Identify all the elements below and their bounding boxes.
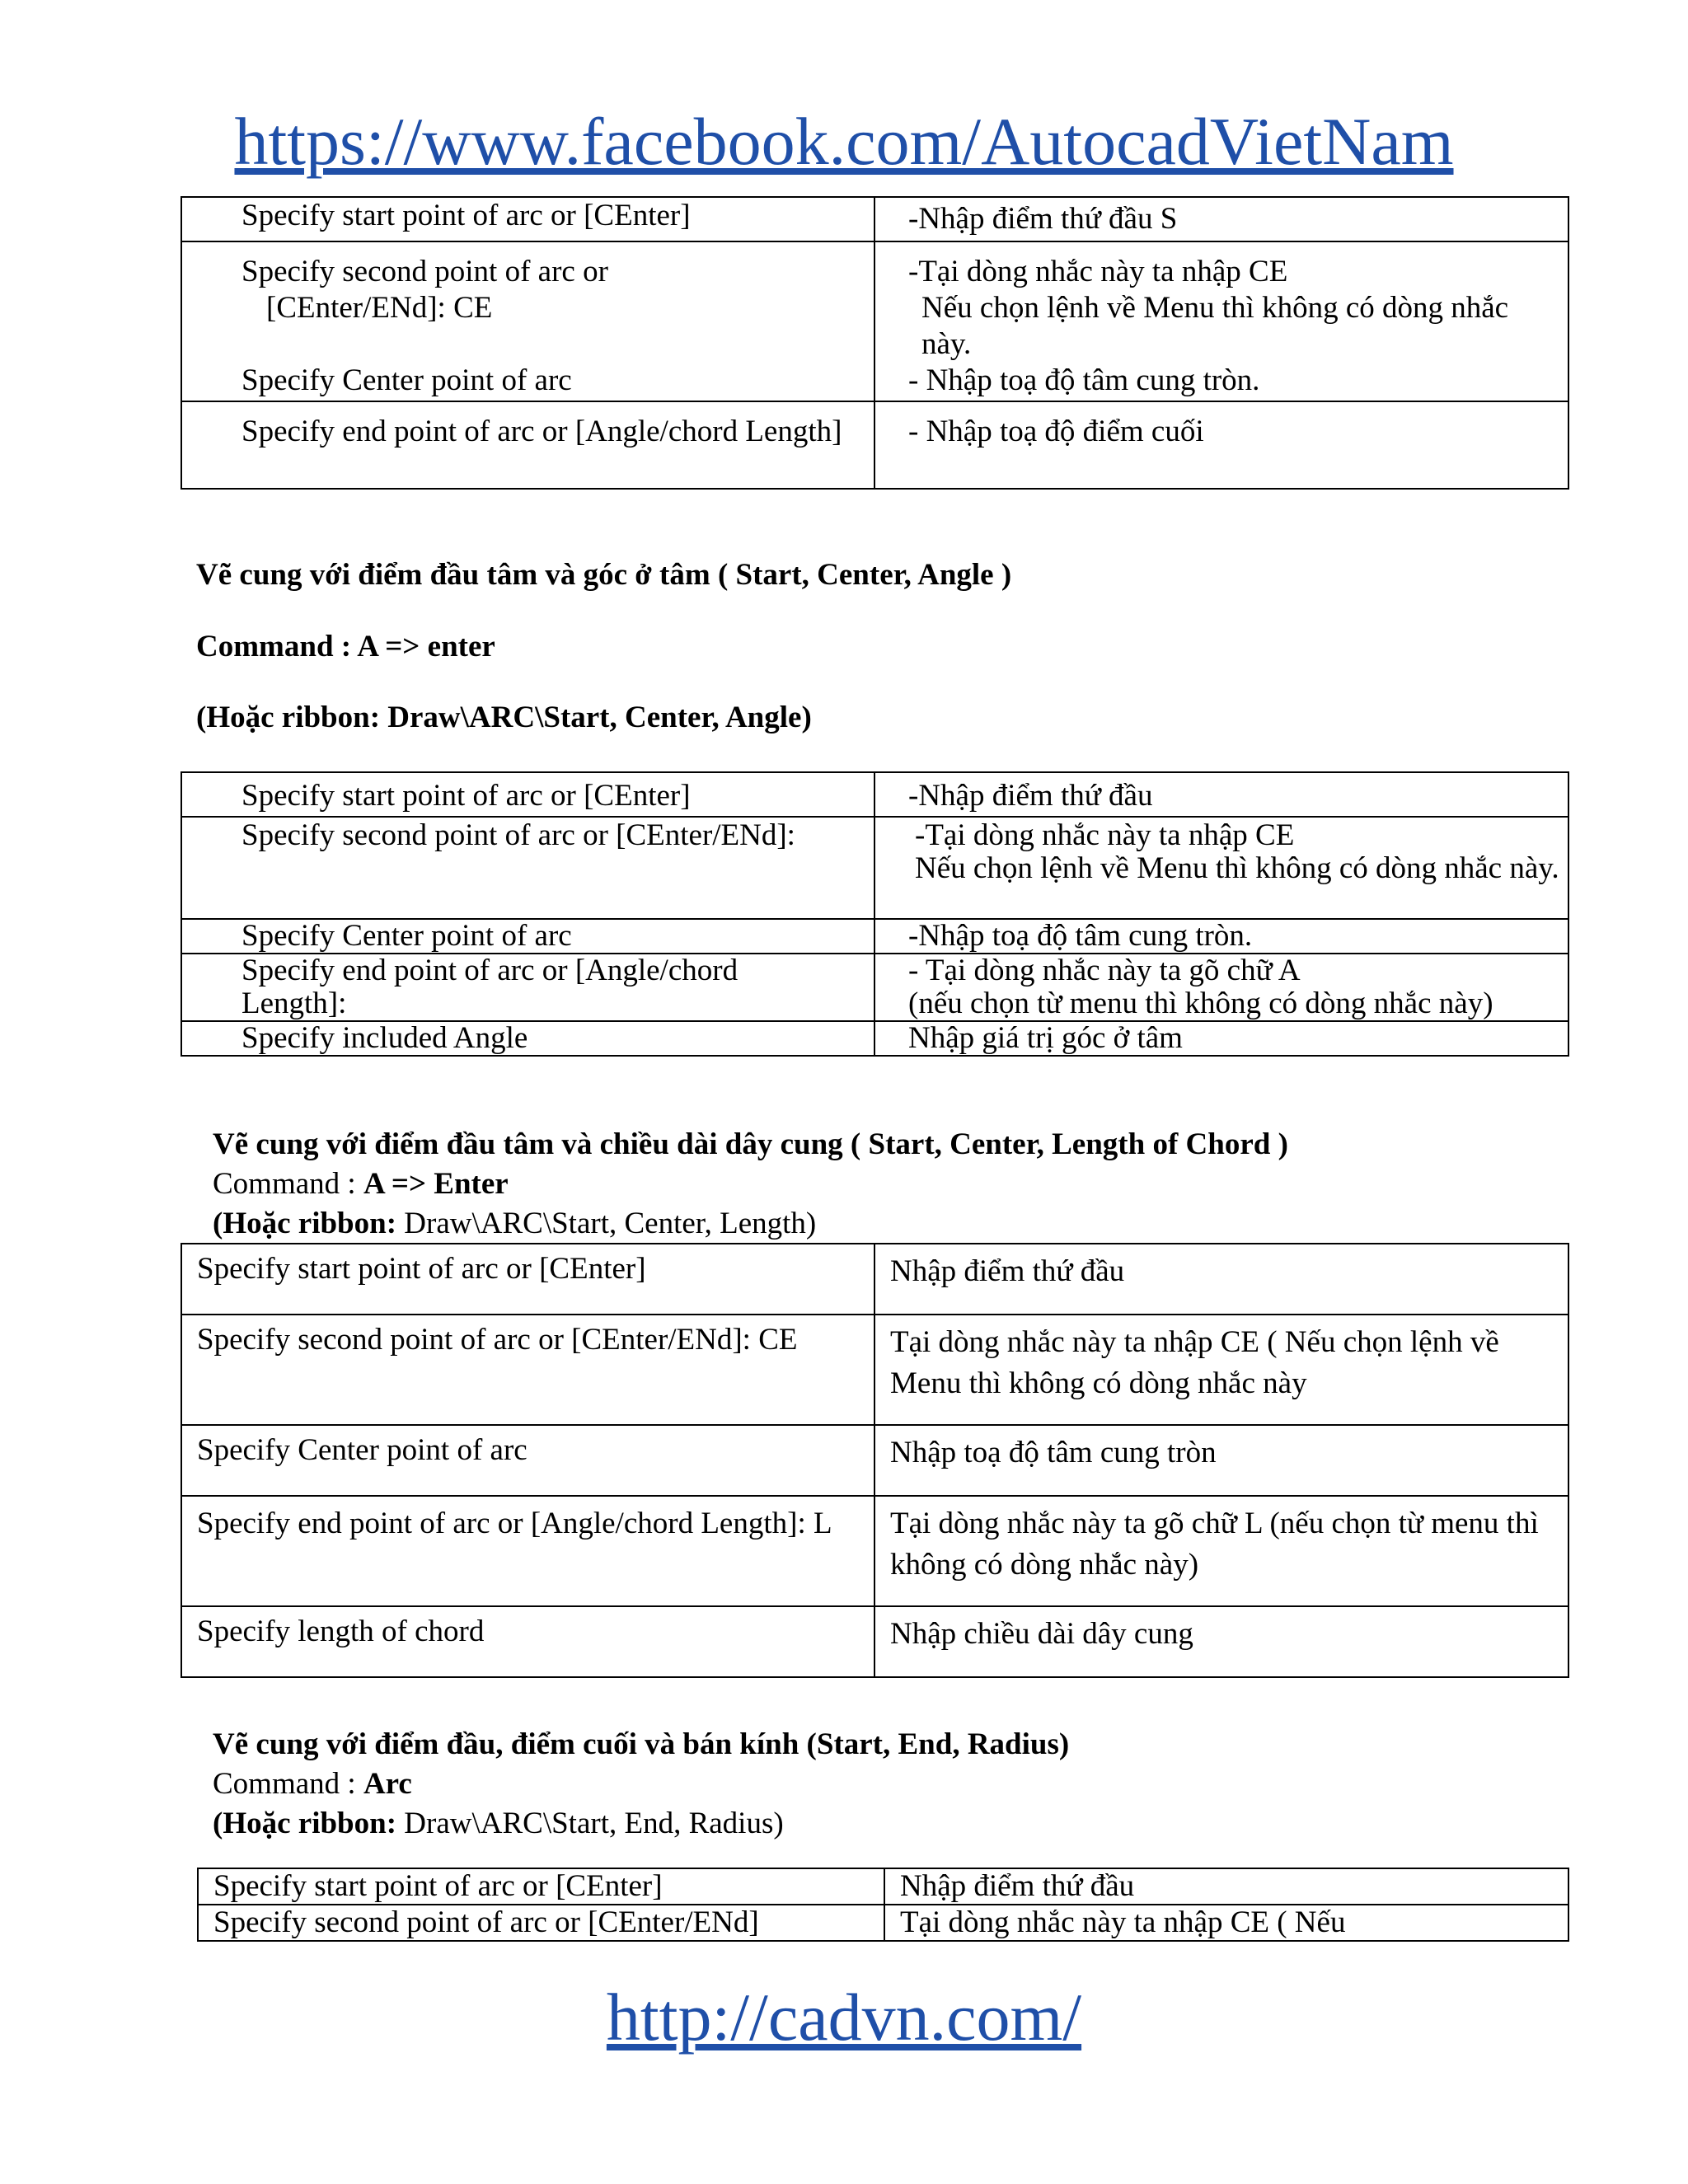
description-cell: Nhập điểm thứ đầu [874,1244,1568,1315]
cadvn-link[interactable]: http://cadvn.com/ [606,1980,1082,2055]
table-row [181,772,1568,817]
command-table-1 [181,196,1569,490]
prompt-cell: Specify Center point of arc [181,919,874,954]
command-table-4 [197,1868,1569,1942]
prompt-cell: Specify start point of arc or [CEnter] [181,197,874,241]
prompt-cell: Specify included Angle [181,1021,874,1056]
prompt-cell: Specify second point of arc or [CEnter/ENd]: CE Specify Center point of arc [181,241,874,401]
section-3-command: Command : A => Enter [213,1167,509,1201]
table-row [198,1868,1568,1905]
section-4-ribbon: (Hoặc ribbon: Draw\ARC\Start, End, Radius) [213,1807,784,1840]
section-2-command: Command : A => enter [196,630,495,663]
description-cell: Nhập giá trị góc ở tâm [874,1021,1568,1056]
table-row [181,241,1568,401]
table-row [181,919,1568,954]
table-row [181,954,1568,1021]
description-cell: Tại dòng nhắc này ta nhập CE ( Nếu chọn lệnh về Menu thì không có dòng nhắc này [874,1315,1568,1425]
command-table-2 [181,771,1569,1057]
section-2-ribbon: (Hoặc ribbon: Draw\ARC\Start, Center, Angle) [196,701,812,734]
description-cell: - Nhập toạ độ điểm cuối [874,401,1568,489]
section-3-ribbon: (Hoặc ribbon: Draw\ARC\Start, Center, Length) [213,1207,817,1240]
table-row [181,1021,1568,1056]
prompt-cell: Specify start point of arc or [CEnter] [181,772,874,817]
prompt-cell: Specify start point of arc or [CEnter] [181,1244,874,1315]
prompt-cell: Specify end point of arc or [Angle/chord Length]: L [181,1496,874,1606]
description-cell: -Nhập điểm thứ đầu S [874,197,1568,241]
facebook-link[interactable]: https://www.facebook.com/AutocadVietNam [234,104,1454,179]
description-cell: Nhập toạ độ tâm cung tròn [874,1425,1568,1496]
section-3-title: Vẽ cung với điểm đầu tâm và chiều dài dây cung ( Start, Center, Length of Chord ) [213,1127,1288,1161]
prompt-cell: Specify second point of arc or [CEnter/ENd] [198,1905,884,1941]
description-cell: -Tại dòng nhắc này ta nhập CE Nếu chọn lệnh về Menu thì không có dòng nhắc này. [874,817,1568,919]
description-cell: Nhập điểm thứ đầu [884,1868,1568,1905]
table-row [181,1315,1568,1425]
table-row [181,197,1568,241]
description-cell: -Tại dòng nhắc này ta nhập CE Nếu chọn lệnh về Menu thì không có dòng nhắc này. - Nhập toạ độ tâm cung tròn. [874,241,1568,401]
prompt-cell: Specify length of chord [181,1606,874,1677]
prompt-cell: Specify start point of arc or [CEnter] [198,1868,884,1905]
table-row [181,817,1568,919]
description-cell: Nhập chiều dài dây cung [874,1606,1568,1677]
description-cell: -Nhập điểm thứ đầu [874,772,1568,817]
prompt-cell: Specify end point of arc or [Angle/chord Length]: [181,954,874,1021]
table-row [181,1606,1568,1677]
section-4-title: Vẽ cung với điểm đầu, điểm cuối và bán kính (Start, End, Radius) [213,1727,1070,1761]
command-table-3 [181,1243,1569,1678]
table-row [181,1425,1568,1496]
table-row [181,1496,1568,1606]
table-row [181,1244,1568,1315]
description-cell: Tại dòng nhắc này ta gõ chữ L (nếu chọn từ menu thì không có dòng nhắc này) [874,1496,1568,1606]
description-cell: Tại dòng nhắc này ta nhập CE ( Nếu [884,1905,1568,1941]
table-row [198,1905,1568,1941]
prompt-cell: Specify end point of arc or [Angle/chord Length] [181,401,874,489]
prompt-cell: Specify second point of arc or [CEnter/ENd]: CE [181,1315,874,1425]
prompt-cell: Specify second point of arc or [CEnter/ENd]: [181,817,874,919]
table-row [181,401,1568,489]
prompt-cell: Specify Center point of arc [181,1425,874,1496]
section-2-title: Vẽ cung với điểm đầu tâm và góc ở tâm ( Start, Center, Angle ) [196,558,1012,592]
section-4-command: Command : Arc [213,1767,412,1801]
description-cell: -Nhập toạ độ tâm cung tròn. [874,919,1568,954]
description-cell: - Tại dòng nhắc này ta gõ chữ A (nếu chọn từ menu thì không có dòng nhắc này) [874,954,1568,1021]
